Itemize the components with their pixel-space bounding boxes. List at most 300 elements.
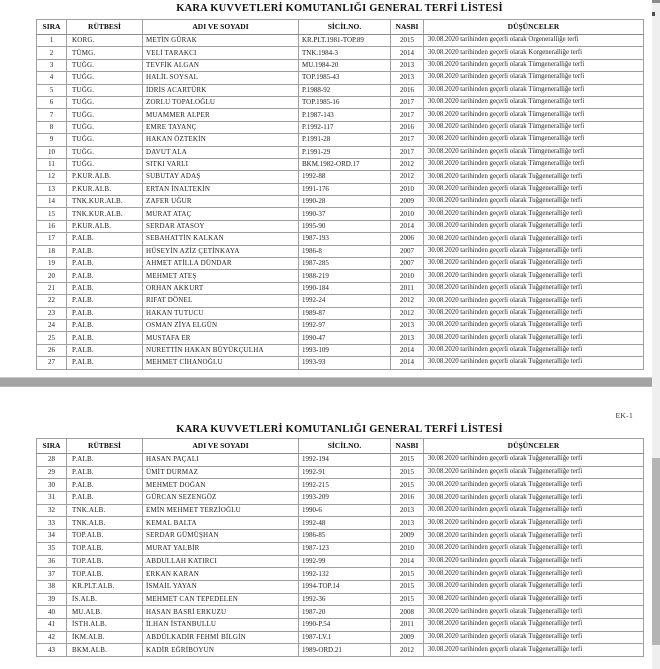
column-header-sicilno: SİCİLNO.	[299, 439, 391, 454]
table-row	[37, 47, 644, 59]
cell-sira: 5	[37, 84, 67, 96]
cell-adi-ve-soyadi: HALİL SOYSAL	[143, 72, 299, 84]
cell-dusunceler: 30.08.2020 tarihinden geçerli olarak Tuğgeneralliğe terfi	[424, 492, 644, 505]
cell-dusunceler: 30.08.2020 tarihinden geçerli olarak Tuğgeneralliğe terfi	[424, 220, 644, 232]
cell-adi-ve-soyadi: HASAN BASRİ ERKUZU	[143, 606, 299, 619]
cell-nasbi: 2010	[391, 270, 424, 282]
cell-sicilno: 1987-123	[299, 542, 391, 555]
cell-nasbi: 2015	[391, 593, 424, 606]
table-row	[37, 357, 644, 369]
cell-rutbesi: P.ALB.	[67, 357, 143, 369]
scrollbar-thumb[interactable]	[652, 458, 660, 645]
cell-dusunceler: 30.08.2020 tarihinden geçerli olarak Tuğgeneralliğe terfi	[424, 568, 644, 581]
cell-dusunceler: 30.08.2020 tarihinden geçerli olarak Tümgeneralliğe terfi	[424, 59, 644, 71]
cell-rutbesi: P.ALB.	[67, 307, 143, 319]
column-header-sicilno: SİCİLNO.	[299, 20, 391, 35]
cell-adi-ve-soyadi: NURETTİN HAKAN BÜYÜKÇULHA	[143, 344, 299, 356]
page-title: KARA KUVVETLERİ KOMUTANLIĞI GENERAL TERFİ LİSTESİ	[176, 424, 503, 435]
cell-adi-ve-soyadi: SUBUTAY ADAŞ	[143, 171, 299, 183]
cell-adi-ve-soyadi: SITKI VARLI	[143, 158, 299, 170]
table-row	[37, 270, 644, 282]
table-row	[37, 208, 644, 220]
cell-sira: 9	[37, 134, 67, 146]
table-row	[37, 454, 644, 467]
cell-dusunceler: 30.08.2020 tarihinden geçerli olarak Tümgeneralliğe terfi	[424, 146, 644, 158]
cell-rutbesi: P.ALB.	[67, 295, 143, 307]
cell-sira: 30	[37, 479, 67, 492]
cell-adi-ve-soyadi: METİN GÜRAK	[143, 35, 299, 47]
table-row	[37, 555, 644, 568]
cell-dusunceler: 30.08.2020 tarihinden geçerli olarak Tuğgeneralliğe terfi	[424, 270, 644, 282]
table-row	[37, 644, 644, 657]
table-body-page1	[37, 35, 644, 370]
cell-nasbi: 2008	[391, 606, 424, 619]
cell-nasbi: 2017	[391, 134, 424, 146]
cell-sicilno: 1987-285	[299, 258, 391, 270]
cell-sicilno: 1992-88	[299, 171, 391, 183]
cell-dusunceler: 30.08.2020 tarihinden geçerli olarak Tuğgeneralliğe terfi	[424, 517, 644, 530]
cell-rutbesi: P.ALB.	[67, 492, 143, 505]
cell-nasbi: 2014	[391, 47, 424, 59]
cell-sira: 34	[37, 530, 67, 543]
cell-dusunceler: 30.08.2020 tarihinden geçerli olarak Tuğgeneralliğe terfi	[424, 580, 644, 593]
cell-rutbesi: TUĞG.	[67, 146, 143, 158]
cell-sira: 11	[37, 158, 67, 170]
cell-rutbesi: TUĞG.	[67, 84, 143, 96]
cell-sicilno: 1988-219	[299, 270, 391, 282]
cell-nasbi: 2017	[391, 146, 424, 158]
cell-sicilno: 1995-90	[299, 220, 391, 232]
cell-adi-ve-soyadi: ÜMİT DURMAZ	[143, 466, 299, 479]
cell-dusunceler: 30.08.2020 tarihinden geçerli olarak Tuğgeneralliğe terfi	[424, 606, 644, 619]
cell-sira: 15	[37, 208, 67, 220]
cell-adi-ve-soyadi: OSMAN ZİYA ELGÜN	[143, 319, 299, 331]
cell-rutbesi: KORG.	[67, 35, 143, 47]
table-row	[37, 35, 644, 47]
cell-adi-ve-soyadi: İSMAİL YAYAN	[143, 580, 299, 593]
cell-sira: 25	[37, 332, 67, 344]
cell-sira: 37	[37, 568, 67, 581]
cell-adi-ve-soyadi: ABDÜLKADİR FEHMİ BİLGİN	[143, 631, 299, 644]
cell-nasbi: 2007	[391, 258, 424, 270]
cell-rutbesi: TOP.ALB.	[67, 530, 143, 543]
cell-rutbesi: P.ALB.	[67, 282, 143, 294]
cell-nasbi: 2016	[391, 492, 424, 505]
cell-rutbesi: P.KUR.ALB.	[67, 183, 143, 195]
cell-sicilno: 1990-37	[299, 208, 391, 220]
cell-nasbi: 2013	[391, 332, 424, 344]
cell-sira: 42	[37, 631, 67, 644]
cell-adi-ve-soyadi: SERDAR ATASOY	[143, 220, 299, 232]
cell-sira: 38	[37, 580, 67, 593]
cell-sicilno: 1992-99	[299, 555, 391, 568]
cell-sira: 33	[37, 517, 67, 530]
cell-adi-ve-soyadi: EMRE TAYANÇ	[143, 121, 299, 133]
cell-nasbi: 2009	[391, 530, 424, 543]
cell-adi-ve-soyadi: MEHMET DOĞAN	[143, 479, 299, 492]
cell-sira: 26	[37, 344, 67, 356]
cell-dusunceler: 30.08.2020 tarihinden geçerli olarak Tuğgeneralliğe terfi	[424, 542, 644, 555]
cell-sicilno: 1991-176	[299, 183, 391, 195]
cell-sira: 8	[37, 121, 67, 133]
column-header-rutbesi: RÜTBESİ	[67, 439, 143, 454]
cell-nasbi: 2007	[391, 245, 424, 257]
table-row	[37, 344, 644, 356]
cell-adi-ve-soyadi: MEHMET ATEŞ	[143, 270, 299, 282]
table-row	[37, 109, 644, 121]
table-row	[37, 84, 644, 96]
cell-sira: 32	[37, 504, 67, 517]
table-row	[37, 618, 644, 631]
cell-sicilno: 1987-20	[299, 606, 391, 619]
cell-rutbesi: BKM.ALB.	[67, 644, 143, 657]
cell-rutbesi: TUĞG.	[67, 134, 143, 146]
cell-adi-ve-soyadi: SERDAR GÜMÜŞHAN	[143, 530, 299, 543]
cell-nasbi: 2011	[391, 618, 424, 631]
cell-rutbesi: TOP.ALB.	[67, 568, 143, 581]
cell-sicilno: 1993-209	[299, 492, 391, 505]
cell-adi-ve-soyadi: KADİR EĞRİBOYUN	[143, 644, 299, 657]
cell-adi-ve-soyadi: TEVFİK ALGAN	[143, 59, 299, 71]
cell-sicilno: 1992-91	[299, 466, 391, 479]
column-header-sira: SIRA	[37, 439, 67, 454]
cell-dusunceler: 30.08.2020 tarihinden geçerli olarak Tuğgeneralliğe terfi	[424, 357, 644, 369]
cell-dusunceler: 30.08.2020 tarihinden geçerli olarak Tuğgeneralliğe terfi	[424, 332, 644, 344]
cell-sicilno: BKM.1982-ORD.17	[299, 158, 391, 170]
cell-rutbesi: İKM.ALB.	[67, 631, 143, 644]
table-row	[37, 96, 644, 108]
column-header-adi-ve-soyadi: ADI VE SOYADI	[143, 439, 299, 454]
cell-dusunceler: 30.08.2020 tarihinden geçerli olarak Tuğgeneralliğe terfi	[424, 466, 644, 479]
cell-dusunceler: 30.08.2020 tarihinden geçerli olarak Tuğgeneralliğe terfi	[424, 479, 644, 492]
cell-rutbesi: P.ALB.	[67, 233, 143, 245]
cell-dusunceler: 30.08.2020 tarihinden geçerli olarak Tümgeneralliğe terfi	[424, 134, 644, 146]
cell-nasbi: 2016	[391, 84, 424, 96]
cell-sira: 6	[37, 96, 67, 108]
table-row	[37, 59, 644, 71]
cell-sicilno: 1992-97	[299, 319, 391, 331]
cell-rutbesi: P.ALB.	[67, 479, 143, 492]
cell-rutbesi: TUĞG.	[67, 121, 143, 133]
cell-nasbi: 2015	[391, 35, 424, 47]
cell-sicilno: P.1991-29	[299, 146, 391, 158]
cell-adi-ve-soyadi: ZORLU TOPALOĞLU	[143, 96, 299, 108]
cell-sira: 18	[37, 245, 67, 257]
attachment-label: EK-1	[615, 411, 633, 420]
cell-sicilno: 1992-132	[299, 568, 391, 581]
cell-rutbesi: P.ALB.	[67, 332, 143, 344]
cell-sira: 12	[37, 171, 67, 183]
cell-rutbesi: KR.PLT.ALB.	[67, 580, 143, 593]
cell-sicilno: 1992-194	[299, 454, 391, 467]
cell-nasbi: 2013	[391, 72, 424, 84]
cell-nasbi: 2017	[391, 96, 424, 108]
cell-sira: 39	[37, 593, 67, 606]
cell-rutbesi: TNK.KUR.ALB.	[67, 208, 143, 220]
cell-sicilno: TOP.1985-16	[299, 96, 391, 108]
cell-nasbi: 2014	[391, 555, 424, 568]
table-row	[37, 121, 644, 133]
cell-sira: 16	[37, 220, 67, 232]
table-body-page2	[37, 454, 644, 657]
cell-adi-ve-soyadi: İDRİS ACARTÜRK	[143, 84, 299, 96]
cell-dusunceler: 30.08.2020 tarihinden geçerli olarak Tuğgeneralliğe terfi	[424, 593, 644, 606]
table-header-row	[37, 20, 644, 35]
cell-sicilno: P.1988-92	[299, 84, 391, 96]
cell-nasbi: 2009	[391, 631, 424, 644]
cell-sira: 40	[37, 606, 67, 619]
cell-nasbi: 2013	[391, 59, 424, 71]
cell-adi-ve-soyadi: MEHMET CİHANOĞLU	[143, 357, 299, 369]
cell-sicilno: 1990-47	[299, 332, 391, 344]
cell-nasbi: 2015	[391, 479, 424, 492]
cell-dusunceler: 30.08.2020 tarihinden geçerli olarak Tuğgeneralliğe terfi	[424, 245, 644, 257]
table-row	[37, 593, 644, 606]
cell-sira: 21	[37, 282, 67, 294]
cell-rutbesi: P.KUR.ALB.	[67, 171, 143, 183]
cell-rutbesi: TUĞG.	[67, 109, 143, 121]
cell-adi-ve-soyadi: RIFAT DÖNEL	[143, 295, 299, 307]
cell-sira: 14	[37, 196, 67, 208]
page-separator	[0, 377, 660, 387]
cell-adi-ve-soyadi: MEHMET CAN TEPEDELEN	[143, 593, 299, 606]
cell-sira: 23	[37, 307, 67, 319]
cell-adi-ve-soyadi: MURAT YALBİR	[143, 542, 299, 555]
table-row	[37, 332, 644, 344]
cell-sicilno: P.1991-28	[299, 134, 391, 146]
cell-sicilno: 1990-P.54	[299, 618, 391, 631]
cell-sira: 2	[37, 47, 67, 59]
cell-nasbi: 2015	[391, 568, 424, 581]
cell-dusunceler: 30.08.2020 tarihinden geçerli olarak Tuğgeneralliğe terfi	[424, 258, 644, 270]
table-row	[37, 233, 644, 245]
table-row	[37, 307, 644, 319]
cell-dusunceler: 30.08.2020 tarihinden geçerli olarak Tümgeneralliğe terfi	[424, 96, 644, 108]
cell-dusunceler: 30.08.2020 tarihinden geçerli olarak Tümgeneralliğe terfi	[424, 109, 644, 121]
cell-adi-ve-soyadi: ORHAN AKKURT	[143, 282, 299, 294]
cell-nasbi: 2013	[391, 319, 424, 331]
table-row	[37, 258, 644, 270]
column-header-dusunceler: DÜŞÜNCELER	[424, 439, 644, 454]
cell-rutbesi: TNK.ALB.	[67, 504, 143, 517]
table-row	[37, 517, 644, 530]
cell-rutbesi: TUĞG.	[67, 59, 143, 71]
cell-sira: 19	[37, 258, 67, 270]
table-row	[37, 282, 644, 294]
cell-rutbesi: P.ALB.	[67, 344, 143, 356]
cell-sira: 31	[37, 492, 67, 505]
cell-sira: 10	[37, 146, 67, 158]
cell-adi-ve-soyadi: HÜSEYİN AZİZ ÇETİNKAYA	[143, 245, 299, 257]
cell-rutbesi: TOP.ALB.	[67, 555, 143, 568]
cell-rutbesi: P.ALB.	[67, 258, 143, 270]
cell-dusunceler: 30.08.2020 tarihinden geçerli olarak Tuğgeneralliğe terfi	[424, 171, 644, 183]
cell-sira: 3	[37, 59, 67, 71]
cell-sira: 43	[37, 644, 67, 657]
cell-rutbesi: P.ALB.	[67, 245, 143, 257]
cell-sira: 1	[37, 35, 67, 47]
table-row	[37, 479, 644, 492]
cell-nasbi: 2012	[391, 295, 424, 307]
column-header-adi-ve-soyadi: ADI VE SOYADI	[143, 20, 299, 35]
table-row	[37, 504, 644, 517]
cell-adi-ve-soyadi: MUAMMER ALPER	[143, 109, 299, 121]
table-row	[37, 72, 644, 84]
cell-sira: 22	[37, 295, 67, 307]
table-row	[37, 158, 644, 170]
cell-sicilno: TNK.1984-3	[299, 47, 391, 59]
cell-dusunceler: 30.08.2020 tarihinden geçerli olarak Tümgeneralliğe terfi	[424, 84, 644, 96]
table-row	[37, 580, 644, 593]
table-row	[37, 171, 644, 183]
cell-nasbi: 2016	[391, 121, 424, 133]
cell-adi-ve-soyadi: MURAT ATAÇ	[143, 208, 299, 220]
cell-nasbi: 2014	[391, 220, 424, 232]
cell-rutbesi: P.ALB.	[67, 454, 143, 467]
promotion-table-page1	[36, 19, 644, 370]
cell-dusunceler: 30.08.2020 tarihinden geçerli olarak Korgeneralliğe terfi	[424, 47, 644, 59]
cell-sicilno: TOP.1985-43	[299, 72, 391, 84]
cell-rutbesi: İS.ALB.	[67, 593, 143, 606]
cell-dusunceler: 30.08.2020 tarihinden geçerli olarak Orgeneralliğe terfi	[424, 35, 644, 47]
cell-rutbesi: TNK.KUR.ALB.	[67, 196, 143, 208]
cell-sicilno: 1989-87	[299, 307, 391, 319]
cell-dusunceler: 30.08.2020 tarihinden geçerli olarak Tümgeneralliğe terfi	[424, 121, 644, 133]
cell-sicilno: 1990-184	[299, 282, 391, 294]
table-row	[37, 196, 644, 208]
table-row	[37, 568, 644, 581]
cell-adi-ve-soyadi: İLHAN İSTANBULLU	[143, 618, 299, 631]
cell-nasbi: 2015	[391, 466, 424, 479]
cell-sira: 41	[37, 618, 67, 631]
cell-dusunceler: 30.08.2020 tarihinden geçerli olarak Tuğgeneralliğe terfi	[424, 530, 644, 543]
column-header-nasbi: NASBI	[391, 20, 424, 35]
table-row	[37, 530, 644, 543]
cell-dusunceler: 30.08.2020 tarihinden geçerli olarak Tuğgeneralliğe terfi	[424, 183, 644, 195]
cell-sira: 17	[37, 233, 67, 245]
cell-rutbesi: TUĞG.	[67, 96, 143, 108]
table-row	[37, 319, 644, 331]
cell-sicilno: 1987-LV.1	[299, 631, 391, 644]
cell-sicilno: KR.PLT.1981-TOP.89	[299, 35, 391, 47]
cell-dusunceler: 30.08.2020 tarihinden geçerli olarak Tuğgeneralliğe terfi	[424, 344, 644, 356]
cell-nasbi: 2010	[391, 542, 424, 555]
cell-nasbi: 2012	[391, 644, 424, 657]
column-header-rutbesi: RÜTBESİ	[67, 20, 143, 35]
cell-sicilno: 1992-24	[299, 295, 391, 307]
cell-sira: 13	[37, 183, 67, 195]
cell-nasbi: 2013	[391, 504, 424, 517]
table-row	[37, 492, 644, 505]
table-row	[37, 245, 644, 257]
cell-sicilno: 1992-36	[299, 593, 391, 606]
cell-adi-ve-soyadi: ERTAN İNALTEKİN	[143, 183, 299, 195]
cell-dusunceler: 30.08.2020 tarihinden geçerli olarak Tuğgeneralliğe terfi	[424, 454, 644, 467]
cell-adi-ve-soyadi: AHMET ATİLLA DÜNDAR	[143, 258, 299, 270]
table-row	[37, 542, 644, 555]
cell-dusunceler: 30.08.2020 tarihinden geçerli olarak Tuğgeneralliğe terfi	[424, 504, 644, 517]
cell-rutbesi: TOP.ALB.	[67, 542, 143, 555]
table-row	[37, 146, 644, 158]
cell-rutbesi: P.KUR.ALB.	[67, 220, 143, 232]
cell-adi-ve-soyadi: ERKAN KARAN	[143, 568, 299, 581]
cell-sira: 7	[37, 109, 67, 121]
cell-adi-ve-soyadi: GÜRCAN SEZENGÖZ	[143, 492, 299, 505]
table-row	[37, 134, 644, 146]
cell-dusunceler: 30.08.2020 tarihinden geçerli olarak Tuğgeneralliğe terfi	[424, 631, 644, 644]
table-row	[37, 220, 644, 232]
cell-dusunceler: 30.08.2020 tarihinden geçerli olarak Tuğgeneralliğe terfi	[424, 282, 644, 294]
table-row	[37, 631, 644, 644]
column-header-nasbi: NASBI	[391, 439, 424, 454]
cell-sira: 36	[37, 555, 67, 568]
cell-rutbesi: İSTH.ALB.	[67, 618, 143, 631]
cell-dusunceler: 30.08.2020 tarihinden geçerli olarak Tümgeneralliğe terfi	[424, 72, 644, 84]
cell-sicilno: 1990-28	[299, 196, 391, 208]
cell-dusunceler: 30.08.2020 tarihinden geçerli olarak Tuğgeneralliğe terfi	[424, 233, 644, 245]
cell-adi-ve-soyadi: KEMAL BALTA	[143, 517, 299, 530]
cell-sicilno: 1993-109	[299, 344, 391, 356]
table-header-row	[37, 439, 644, 454]
cell-dusunceler: 30.08.2020 tarihinden geçerli olarak Tuğgeneralliğe terfi	[424, 319, 644, 331]
cell-nasbi: 2012	[391, 158, 424, 170]
cell-adi-ve-soyadi: DAVUT ALA	[143, 146, 299, 158]
cell-dusunceler: 30.08.2020 tarihinden geçerli olarak Tuğgeneralliğe terfi	[424, 295, 644, 307]
cell-nasbi: 2012	[391, 307, 424, 319]
cell-sicilno: 1989-ORD.21	[299, 644, 391, 657]
column-header-dusunceler: DÜŞÜNCELER	[424, 20, 644, 35]
cell-rutbesi: P.ALB.	[67, 270, 143, 282]
cell-adi-ve-soyadi: HASAN PAÇALI	[143, 454, 299, 467]
cell-nasbi: 2014	[391, 344, 424, 356]
cell-sira: 24	[37, 319, 67, 331]
table-row	[37, 183, 644, 195]
cell-sicilno: 1986-85	[299, 530, 391, 543]
cell-sicilno: 1990-6	[299, 504, 391, 517]
cell-adi-ve-soyadi: MUSTAFA ER	[143, 332, 299, 344]
cell-nasbi: 2010	[391, 208, 424, 220]
cell-nasbi: 2010	[391, 183, 424, 195]
cell-nasbi: 2017	[391, 109, 424, 121]
cell-nasbi: 2012	[391, 171, 424, 183]
cell-adi-ve-soyadi: EMİN MEHMET TERZİOĞLU	[143, 504, 299, 517]
cell-dusunceler: 30.08.2020 tarihinden geçerli olarak Tuğgeneralliğe terfi	[424, 208, 644, 220]
cell-dusunceler: 30.08.2020 tarihinden geçerli olarak Tuğgeneralliğe terfi	[424, 555, 644, 568]
cell-adi-ve-soyadi: HAKAN TUTUCU	[143, 307, 299, 319]
promotion-table-page2	[36, 438, 644, 657]
column-header-sira: SIRA	[37, 20, 67, 35]
cell-rutbesi: MU.ALB.	[67, 606, 143, 619]
cell-sicilno: 1992-215	[299, 479, 391, 492]
cell-sira: 27	[37, 357, 67, 369]
cell-nasbi: 2009	[391, 196, 424, 208]
cell-adi-ve-soyadi: ABDULLAH KATIRCI	[143, 555, 299, 568]
cell-nasbi: 2014	[391, 357, 424, 369]
cell-dusunceler: 30.08.2020 tarihinden geçerli olarak Tuğgeneralliğe terfi	[424, 618, 644, 631]
cell-sira: 4	[37, 72, 67, 84]
table-row	[37, 466, 644, 479]
cell-adi-ve-soyadi: ZAFER UĞUR	[143, 196, 299, 208]
cell-nasbi: 2015	[391, 454, 424, 467]
cell-dusunceler: 30.08.2020 tarihinden geçerli olarak Tuğgeneralliğe terfi	[424, 644, 644, 657]
cell-sira: 20	[37, 270, 67, 282]
page-title: KARA KUVVETLERİ KOMUTANLIĞI GENERAL TERFİ LİSTESİ	[176, 3, 503, 14]
cell-sira: 29	[37, 466, 67, 479]
cell-sicilno: 1986-8	[299, 245, 391, 257]
cell-nasbi: 2011	[391, 282, 424, 294]
cell-rutbesi: TUĞG.	[67, 158, 143, 170]
cell-rutbesi: TÜMG.	[67, 47, 143, 59]
